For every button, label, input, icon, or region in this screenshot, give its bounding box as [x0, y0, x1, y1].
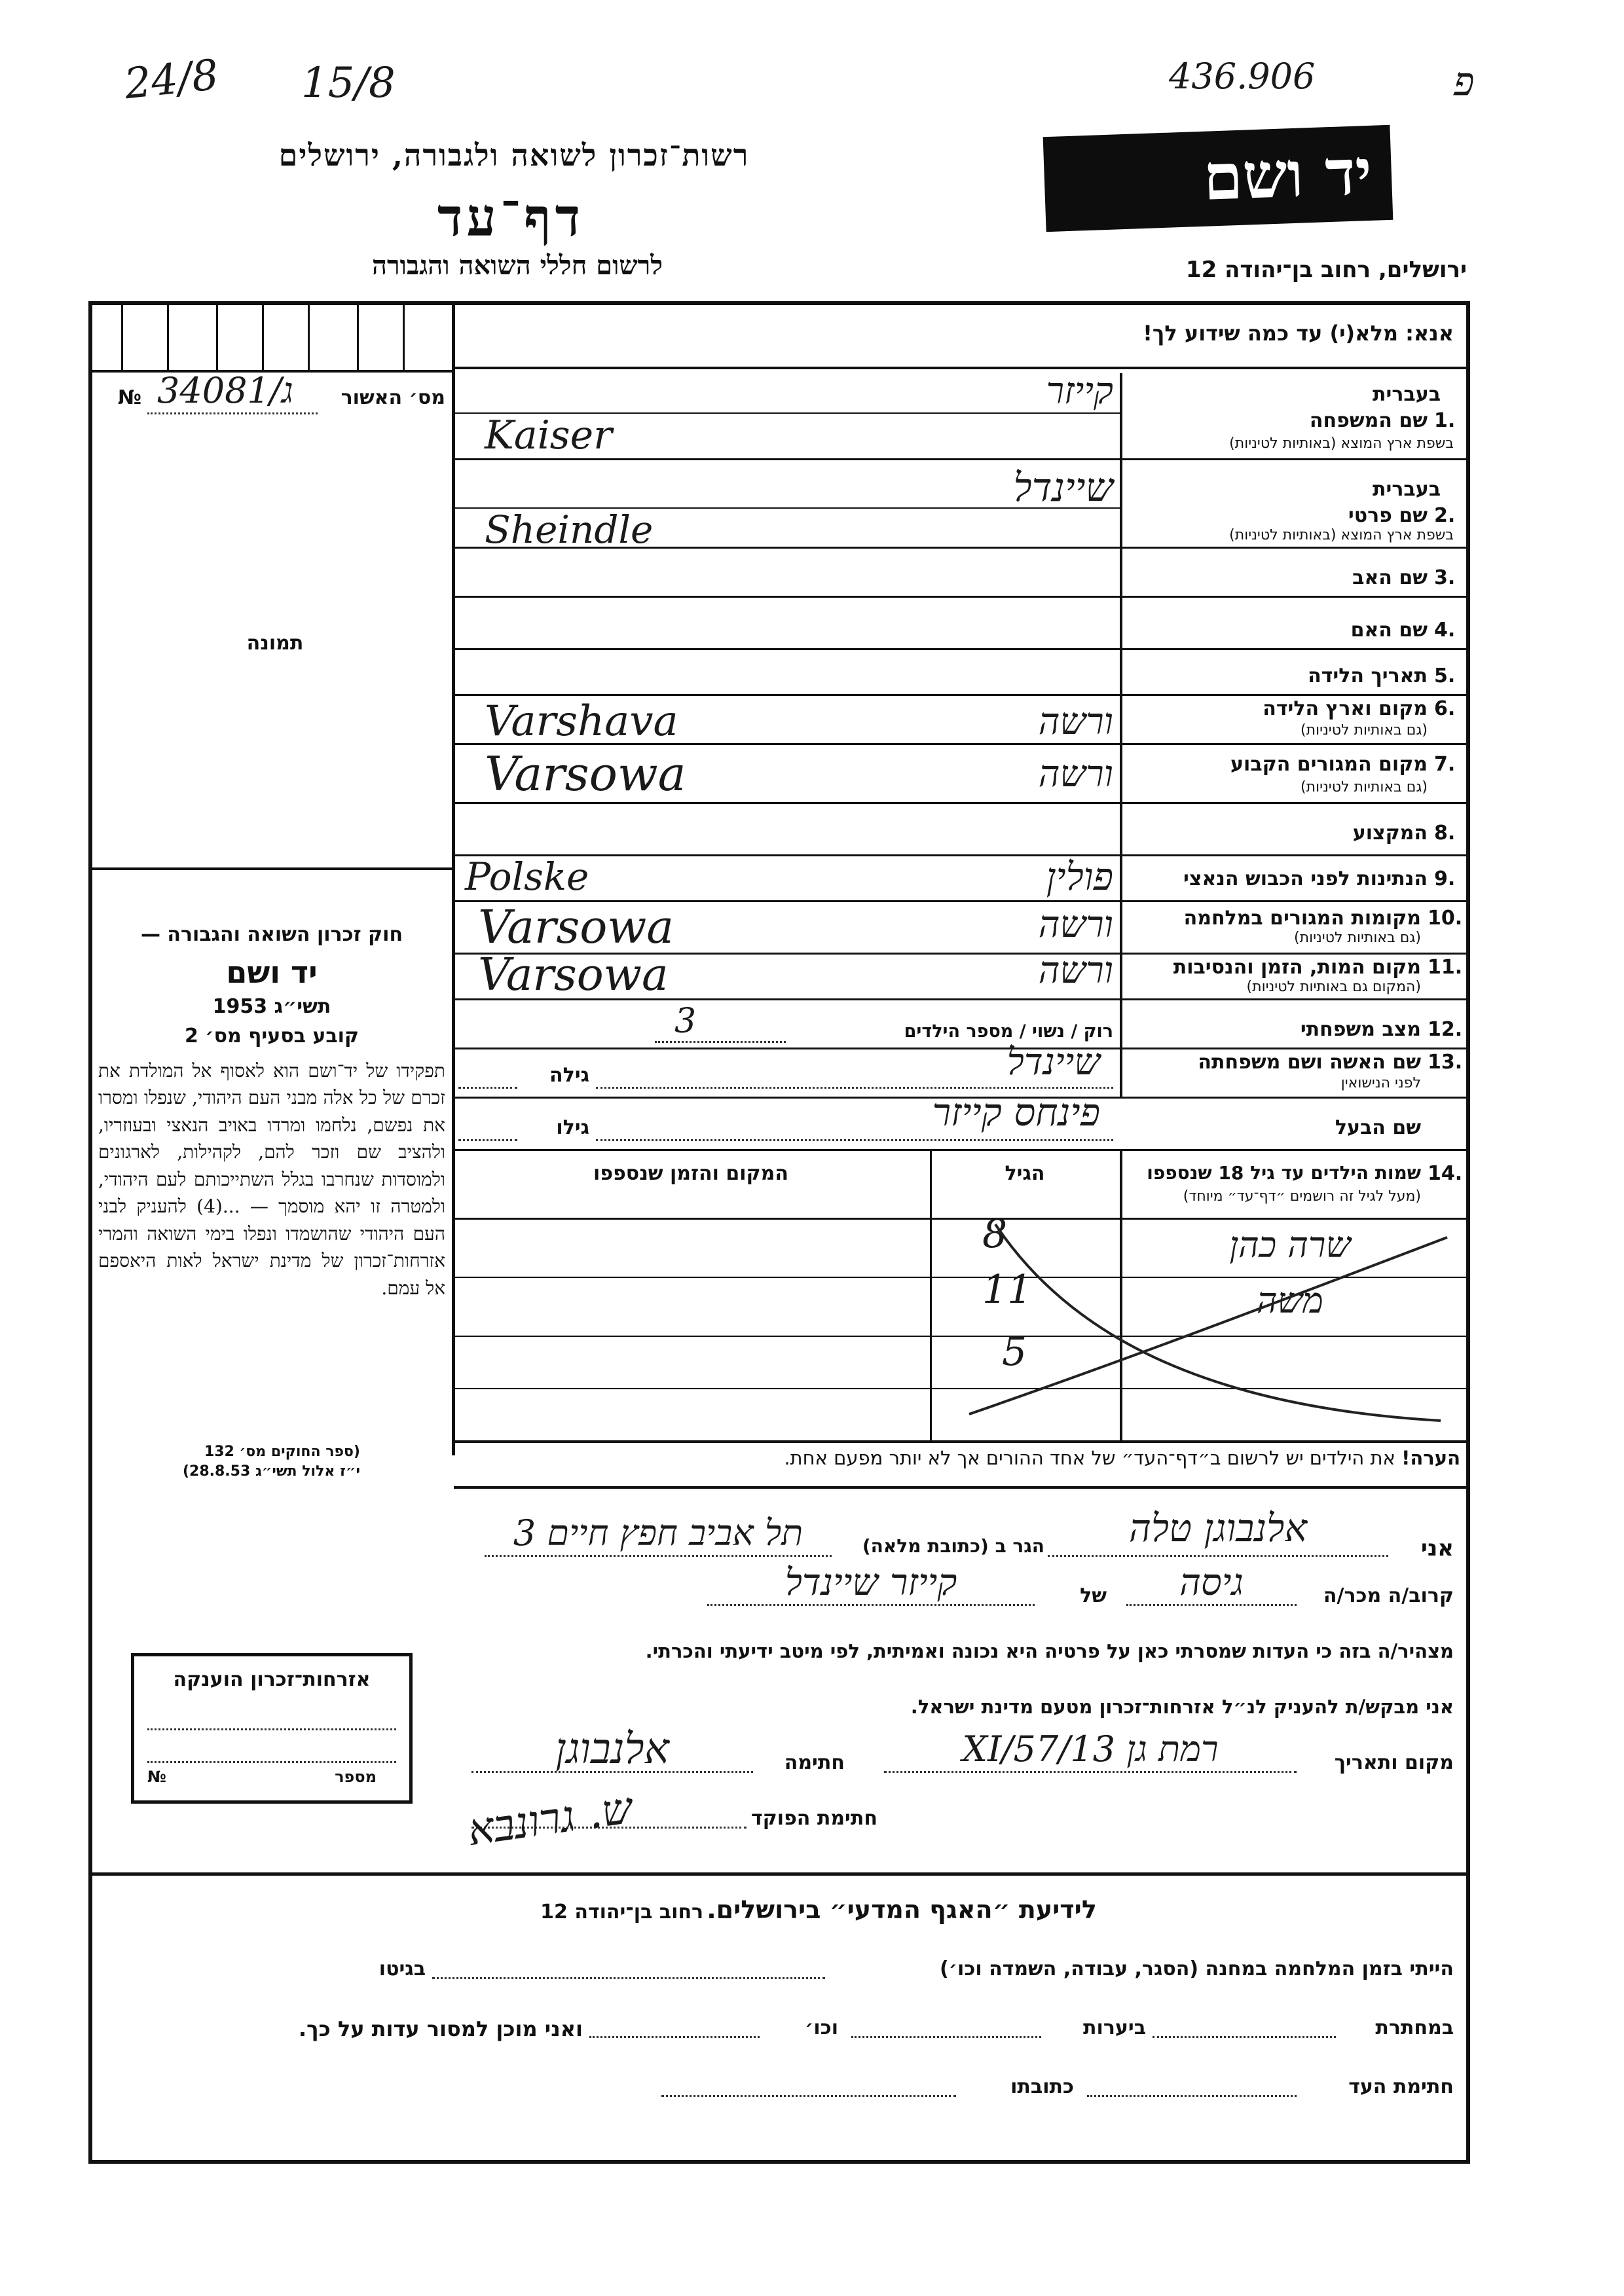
approval-value: 34081/ג [157, 370, 293, 411]
field-7-num: 7. [1434, 753, 1456, 776]
field-8-num: 8. [1434, 822, 1456, 845]
child-1-age: 8 [982, 1211, 1008, 1257]
children-strikeout-mark [943, 1211, 1467, 1427]
declaration-address-value: תל אביב חפץ חיים 3 [513, 1512, 803, 1554]
form-title: דף־עד [437, 187, 585, 248]
bottom-address: רחוב בן־יהודה 12 [540, 1901, 704, 1923]
field-13-label: שם האשה ושם משפחתה [1198, 1051, 1421, 1074]
annotation-top-left-1: 24/8 [122, 50, 221, 109]
field-14-label: שמות הילדים עד גיל 18 שנספפו [1147, 1162, 1421, 1184]
signature-value: אלנבוגן [555, 1725, 669, 1774]
officer-signature-label: חתימת הפוקד [751, 1807, 877, 1830]
declaration-relation-label: קרוב/ה מכר/ה [1323, 1584, 1454, 1607]
field-11-sub: (המקום גם באותיות לטיניות) [1246, 979, 1421, 995]
field-14-num: 14. [1428, 1162, 1463, 1185]
child-1-name: שרה כהן [1229, 1224, 1351, 1266]
bottom-title-row [458, 1895, 1179, 1924]
field-6-label: מקום וארץ הלידה [1263, 697, 1428, 720]
field-13-sub: לפני הנישואין [1340, 1075, 1421, 1091]
law-line-2: יד ושם [226, 955, 318, 990]
field-10-sub: (גם באותיות לטיניות) [1294, 930, 1421, 946]
field-14-sub: (מעל לגיל זה רושמים ״דף־עד״ מיוחד) [1183, 1188, 1421, 1205]
note-text: את הילדים יש לרשום ב״דף־העד״ של אחד ההורים אך לא יותר מפעם אחת. [784, 1447, 1395, 1469]
field-4-label: שם האם [1350, 619, 1428, 642]
field-10-label: מקומות המגורים במלחמה [1183, 907, 1421, 930]
note-label: הערה! [1401, 1447, 1460, 1469]
instruction-text: אנא: מלא(י) עד כמה שידוע לך! [1143, 321, 1454, 346]
field-2-value-latin: Sheindle [485, 507, 654, 552]
bottom-line-1: הייתי בזמן המלחמה במחנה (הסגר, עבודה, השמדה וכו׳) [940, 1958, 1454, 1980]
field-7-sub: (גם באותיות לטיניות) [1301, 779, 1428, 795]
field-7-value-latin: Varsowa [485, 746, 686, 801]
annotation-corner-mark: פ [1454, 59, 1475, 105]
citizenship-number-sign: № [147, 1768, 166, 1786]
law-line-3: תשי״ג 1953 [212, 995, 331, 1018]
field-5-label: תאריך הלידה [1308, 665, 1428, 687]
field-12-num: 12. [1428, 1018, 1463, 1041]
field-11-label: מקום המות, הזמן והנסיבות [1173, 956, 1421, 979]
place-date-value: רמת גן 13/XI/57 [962, 1728, 1219, 1770]
field-6-value-latin: Varshava [485, 697, 678, 746]
field-2-num: 2. [1434, 504, 1456, 527]
form-subtitle: לרשום חללי השואה והגבורה [371, 250, 663, 281]
field-10-num: 10. [1428, 907, 1463, 930]
field-14-col-age: הגיל [1005, 1162, 1045, 1185]
left-column-divider [452, 303, 455, 1455]
field-4-num: 4. [1434, 619, 1456, 642]
field-8-label: המקצוע [1352, 822, 1428, 845]
bottom-line-2-a: במחתרת [1375, 2016, 1454, 2039]
husband-label: שם הבעל [1335, 1116, 1421, 1139]
field-13-age-label: גילה [549, 1064, 589, 1087]
declaration-residing-label: הגר ב (כתובת מלאה) [862, 1535, 1044, 1557]
yad-vashem-logo [1043, 125, 1393, 232]
place-date-label: מקום ותאריך [1334, 1751, 1454, 1774]
declaration-relation-value: גיסה [1179, 1561, 1244, 1604]
field-11-value-latin: Varsowa [478, 949, 669, 1001]
bottom-line-2-end: ואני מוכן למסור עדות על כך. [298, 2016, 583, 2041]
citizenship-title: אזרחות־זכרון הוענקה [173, 1668, 371, 1691]
signature-label: חתימה [784, 1751, 845, 1774]
field-1-label: שם המשפחה [1309, 409, 1428, 432]
field-13-num: 13. [1428, 1051, 1463, 1074]
field-10-value-hebrew: ורשה [1038, 903, 1113, 946]
note-row [458, 1447, 1460, 1469]
field-11-value-hebrew: ורשה [1038, 949, 1113, 992]
field-3-label: שם האב [1352, 566, 1428, 589]
bottom-line-2-b: ביערות [1083, 2016, 1146, 2039]
approval-label: מס׳ האשור [341, 386, 445, 409]
field-10-value-latin: Varsowa [478, 900, 674, 954]
field-2-label: שם פרטי [1348, 504, 1428, 527]
declaration-of-label: של [1080, 1584, 1107, 1607]
field-6-sub: (גם באותיות לטיניות) [1301, 722, 1428, 738]
officer-signature-value: ש. גרונבא [464, 1782, 636, 1856]
field-2-sub: בשפת ארץ המוצא (באותיות לטיניות) [1229, 527, 1454, 543]
bottom-line-1-end: בגיטו [378, 1958, 426, 1980]
label-column-divider [1120, 373, 1122, 1097]
annotation-top-right-number: 436.906 [1169, 56, 1316, 97]
field-11-num: 11. [1428, 956, 1463, 979]
declaration-affirmation: מצהיר/ה בזה כי העדות שמסרתי כאן על פרטיה היא נכונה ואמיתית, לפי מיטב ידיעתי והכרתי. [645, 1640, 1454, 1662]
field-13-value-hebrew: שיינדל [1006, 1041, 1100, 1084]
child-2-name: משה [1257, 1280, 1323, 1321]
approval-box-grid [92, 304, 452, 373]
field-7-label: מקום המגורים הקבוע [1230, 753, 1428, 776]
child-2-age: 11 [982, 1267, 1033, 1313]
approval-no-sign: № [118, 386, 142, 409]
field-14-col-place: המקום והזמן שנספפו [593, 1162, 788, 1185]
law-line-1: חוק זכרון השואה והגבורה — [140, 923, 403, 946]
field-1-value-latin: Kaiser [485, 412, 612, 458]
bottom-line-2-c: וכו׳ [805, 2016, 838, 2039]
field-9-num: 9. [1434, 867, 1456, 890]
field-3-num: 3. [1434, 566, 1456, 589]
law-footnote-2: י״ז אלול תשי״ג 28.8.53) [182, 1463, 360, 1480]
field-6-num: 6. [1434, 697, 1456, 720]
citizenship-box [131, 1653, 413, 1804]
field-1-sub: בשפת ארץ המוצא (באותיות לטיניות) [1229, 435, 1454, 452]
logo-text: יד ושם [1202, 134, 1373, 215]
law-footnote-1: (ספר החוקים מס׳ 132 [204, 1444, 360, 1460]
header-address: ירושלים, רחוב בן־יהודה 12 [1185, 257, 1467, 283]
instruction-row-bottom [454, 367, 1468, 369]
child-3-age: 5 [1002, 1329, 1027, 1375]
field-9-label: הנתינות לפני הכבוש הנאצי [1183, 867, 1428, 890]
declaration-ani-label: אני [1420, 1535, 1454, 1561]
field-9-value-hebrew: פולין [1046, 854, 1113, 899]
bottom-line-3-b: כתובתו [1010, 2075, 1074, 2098]
photo-area-bottom [92, 867, 452, 870]
law-body: תפקידו של יד־ושם הוא לאסוף אל המולדת את זכרם של כל אלה מבני העם היהודי, שנפלו ומסרו את נפשם, נלחמו ומרדו באויב הנאצי ובעוזריו, ולהציב שם וזכר להם, לקהילות, לארגונים ולמוסדות שנחרבו בגלל השתייכותם לעם היהודי, ולמטרה זו יהא מוסמך — ...(4) להעניק לבני העם היהודי שהושמדו ונפלו בימי השואה והמרי אזרחות־זכרון של מדינת ישראל לאות היאספם אל עמם. [98, 1060, 445, 1299]
husband-value-hebrew: פינחס קייזר [932, 1090, 1100, 1135]
field-1-num: 1. [1434, 409, 1456, 432]
field-2-hebrew-tag: בעברית [1373, 478, 1441, 501]
declaration-of-value: קייזר שיינדל [784, 1561, 957, 1604]
annotation-top-left-2: 15/8 [301, 59, 396, 107]
field-7-value-hebrew: ורשה [1038, 753, 1113, 795]
field-5-num: 5. [1434, 665, 1456, 687]
declaration-request: אני מבקש/ת להעניק לנ״ל אזרחות־זכרון מטעם מדינת ישראל. [910, 1696, 1454, 1718]
field-12-children-count: 3 [674, 1002, 697, 1041]
citizenship-number-label: מספר [335, 1768, 377, 1786]
field-6-value-hebrew: ורשה [1038, 701, 1113, 743]
bottom-title: לידיעת ״האגף המדעי״ בירושלים. [707, 1895, 1097, 1924]
law-line-4: קובע בסעיף מס׳ 2 [184, 1025, 360, 1048]
declaration-name-value: אלנבוגן טלה [1128, 1506, 1308, 1550]
bottom-line-3-a: חתימת העד [1348, 2075, 1454, 2098]
field-1-hebrew-tag: בעברית [1373, 383, 1441, 406]
photo-label: תמונה [246, 632, 304, 655]
field-2-value-hebrew: שיינדל [1013, 465, 1113, 511]
field-12-options: רוק / נשוי / מספר הילדים [904, 1021, 1113, 1042]
authority-title: רשות־זכרון לשואה ולגבורה, ירושלים [278, 137, 750, 173]
field-1-value-hebrew: קייזר [1046, 370, 1113, 412]
field-12-label: מצב משפחתי [1300, 1018, 1421, 1041]
field-9-value-latin: Polske [465, 854, 589, 899]
husband-age-label: גילו [556, 1116, 589, 1139]
